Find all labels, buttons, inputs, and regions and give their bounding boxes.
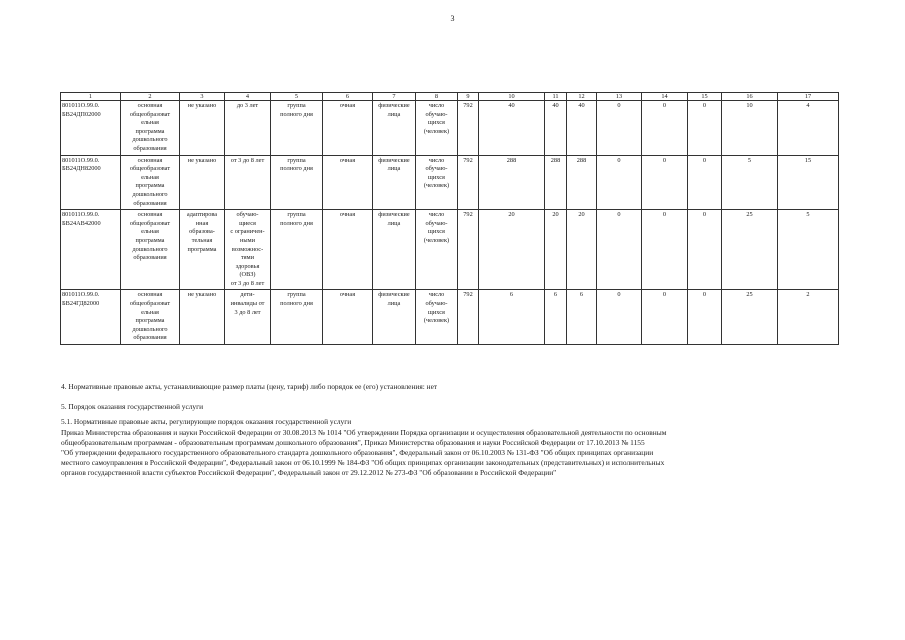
table-cell: 15 xyxy=(778,155,839,210)
section-5-title: 5. Порядок оказания государственной услуги xyxy=(61,402,204,412)
table-cell: 40 xyxy=(479,101,545,156)
table-cell: 10 xyxy=(722,101,778,156)
column-number-cell: 4 xyxy=(225,93,271,101)
table-cell: очная xyxy=(323,101,373,156)
table-cell: 288 xyxy=(567,155,597,210)
table-cell: физические лица xyxy=(373,290,416,345)
page-number: 3 xyxy=(450,14,455,23)
section-5-1-title: 5.1. Нормативные правовые акты, регулирующие порядок оказания государственной услуги xyxy=(61,417,352,427)
table-cell: 25 xyxy=(722,210,778,290)
table-cell: физические лица xyxy=(373,210,416,290)
table-cell: 801011О.99.0. БВ24ДП02000 xyxy=(61,101,121,156)
column-number-cell: 15 xyxy=(688,93,722,101)
table-cell: основная общеобразоват ельная программа дошкольного образования xyxy=(121,210,180,290)
table-cell: 20 xyxy=(545,210,567,290)
table-cell: 288 xyxy=(479,155,545,210)
table-cell: 0 xyxy=(642,210,688,290)
section-4-text: 4. Нормативные правовые акты, устанавливающие размер платы (цену, тариф) либо порядок ее (его) установления: нет xyxy=(61,382,438,391)
table-cell: обучаю- щиеся с ограничен- ными возможнос- тями здоровья (ОВЗ) от 3 до 8 лет xyxy=(225,210,271,290)
table-cell: не указано xyxy=(180,155,225,210)
table-cell: 792 xyxy=(458,101,479,156)
column-number-cell: 5 xyxy=(271,93,323,101)
table-row xyxy=(61,210,839,290)
table-cell: не указано xyxy=(180,290,225,345)
table-row xyxy=(61,101,839,156)
regulation-line: органов государственной власти субъектов Российской Федерации", Федеральный закон от 29.12.2012 № 273-ФЗ "Об образовании в Российской Федерации" xyxy=(61,468,557,478)
table-cell: 5 xyxy=(722,155,778,210)
table-cell: 0 xyxy=(688,101,722,156)
column-number-cell: 13 xyxy=(597,93,642,101)
table-cell: 20 xyxy=(567,210,597,290)
table-cell: 801011О.99.0. БВ24ГД82000 xyxy=(61,290,121,345)
table-cell: 792 xyxy=(458,210,479,290)
table-header-row xyxy=(61,93,839,101)
column-number-cell: 6 xyxy=(323,93,373,101)
column-number-cell: 16 xyxy=(722,93,778,101)
table-cell: основная общеобразоват ельная программа дошкольного образования xyxy=(121,290,180,345)
table-cell: от 3 до 8 лет xyxy=(225,155,271,210)
table-cell: 0 xyxy=(597,155,642,210)
notes-section xyxy=(61,382,851,479)
table-cell: основная общеобразоват ельная программа дошкольного образования xyxy=(121,101,180,156)
table-cell: 0 xyxy=(642,290,688,345)
table-cell: 0 xyxy=(688,210,722,290)
table-cell: не указано xyxy=(180,101,225,156)
table-cell: 25 xyxy=(722,290,778,345)
table-cell: дети- инвалиды от 3 до 8 лет xyxy=(225,290,271,345)
table-cell: группа полного дня xyxy=(271,101,323,156)
table-cell: очная xyxy=(323,290,373,345)
column-number-cell: 1 xyxy=(61,93,121,101)
table-cell: 40 xyxy=(545,101,567,156)
table-cell: 288 xyxy=(545,155,567,210)
table-cell: 40 xyxy=(567,101,597,156)
table-cell: группа полного дня xyxy=(271,290,323,345)
table-cell: 6 xyxy=(567,290,597,345)
table-cell: до 3 лет xyxy=(225,101,271,156)
table-cell: 4 xyxy=(778,101,839,156)
table-cell: физические лица xyxy=(373,155,416,210)
table-cell: основная общеобразоват ельная программа дошкольного образования xyxy=(121,155,180,210)
table-cell: 0 xyxy=(642,101,688,156)
table-cell: 2 xyxy=(778,290,839,345)
table-cell: физические лица xyxy=(373,101,416,156)
table-cell: 0 xyxy=(597,210,642,290)
column-number-cell: 10 xyxy=(479,93,545,101)
table-row xyxy=(61,290,839,345)
table-cell: 801011О.99.0. БВ24ДН82000 xyxy=(61,155,121,210)
table-cell: число обучаю- щихся (человек) xyxy=(416,210,458,290)
service-volume-table xyxy=(60,92,839,345)
regulation-line: Приказ Министерства образования и науки Российской Федерации от 30.08.2013 № 1014 "Об утверждении Порядка организации и осуществления образовательной деятельности по основным xyxy=(61,427,667,437)
table-cell: число обучаю- щихся (человек) xyxy=(416,155,458,210)
table-cell: 792 xyxy=(458,290,479,345)
column-number-cell: 9 xyxy=(458,93,479,101)
column-number-cell: 8 xyxy=(416,93,458,101)
table-cell: 0 xyxy=(688,155,722,210)
column-number-cell: 17 xyxy=(778,93,839,101)
table-row xyxy=(61,155,839,210)
table-cell: 0 xyxy=(597,101,642,156)
table-cell: 0 xyxy=(642,155,688,210)
column-number-cell: 12 xyxy=(567,93,597,101)
regulation-line: "Об утверждении федерального государственного образовательного стандарта дошкольного образования", Федеральный закон от 06.10.2003 № 131-ФЗ "Об общих принципах организации xyxy=(61,448,654,458)
table-cell: группа полного дня xyxy=(271,210,323,290)
table-cell: 5 xyxy=(778,210,839,290)
column-number-cell: 11 xyxy=(545,93,567,101)
table-cell: 6 xyxy=(479,290,545,345)
table-cell: 0 xyxy=(688,290,722,345)
table-cell: 792 xyxy=(458,155,479,210)
table-cell: группа полного дня xyxy=(271,155,323,210)
column-number-cell: 14 xyxy=(642,93,688,101)
table-cell: очная xyxy=(323,210,373,290)
table-cell: число обучаю- щихся (человек) xyxy=(416,290,458,345)
table-cell: число обучаю- щихся (человек) xyxy=(416,101,458,156)
table-cell: 0 xyxy=(597,290,642,345)
column-number-cell: 7 xyxy=(373,93,416,101)
table-cell: адаптирова нная образова- тельная программа xyxy=(180,210,225,290)
column-number-cell: 3 xyxy=(180,93,225,101)
table-cell: 20 xyxy=(479,210,545,290)
table-cell: 6 xyxy=(545,290,567,345)
table-cell: очная xyxy=(323,155,373,210)
regulation-line: местного самоуправления в Российской Федерации", Федеральный закон от 06.10.1999 № 184-ФЗ "Об общих принципах организации законодательных (представительных) и исполнительных xyxy=(61,458,665,468)
column-number-cell: 2 xyxy=(121,93,180,101)
table-cell: 801011О.99.0. БВ24АВ42000 xyxy=(61,210,121,290)
regulation-line: общеобразовательным программам - образовательным программам дошкольного образования", Приказ Министерства образования и науки Российской Федерации от 17.10.2013 № 1155 xyxy=(61,437,645,447)
table-body xyxy=(61,93,839,345)
